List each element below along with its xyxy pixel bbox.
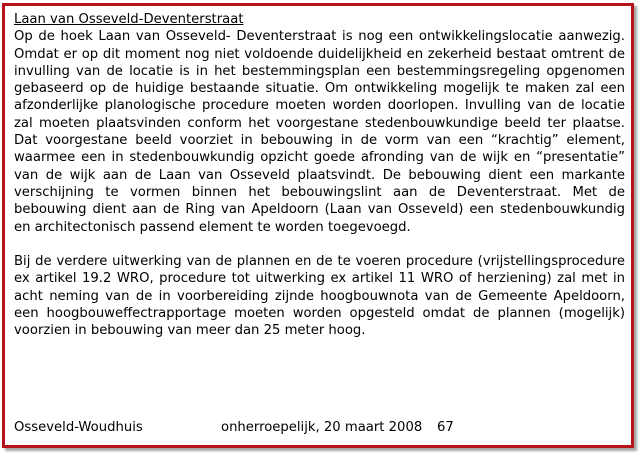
paragraph-1: Op de hoek Laan van Osseveld- Deventerstraat is nog een ontwikkelingslocatie aanwezig. Omdat er op dit moment nog niet voldoende duidelijkheid en zekerheid bestaat omtrent de invulling van de locatie is in het bestemmingsplan een bestemmingsregeling opgenomen gebaseerd op de huidige bestaande situatie. Om ontwikkeling mogelijk te maken zal een afzonderlijke planologische procedure moeten worden doorlopen. Invulling van de locatie zal moeten plaatsvinden conform het voorgestane stedenbouwkundige beeld ter plaatse. Dat voorgestane beeld voorziet in bebouwing in de vorm van een “krachtig” element, waarmee een in stedenbouwkundig opzicht goede afronding van de wijk en “presentatie” van de wijk aan de Laan van Osseveld plaatsvindt. De bebouwing dient een markante verschijning te vormen binnen het bebouwingslint aan de Deventerstraat. Met de bebouwing dient aan de Ring van Apeldoorn (Laan van Osseveld) een stedenbouwkundig en architectonisch passend element te worden toegevoegd. — [14, 29, 625, 235]
section-heading: Laan van Osseveld-Deventerstraat — [14, 12, 244, 27]
footer-plan-name: Osseveld-Woudhuis — [14, 420, 143, 435]
footer-page-number: 67 — [437, 420, 454, 435]
document-frame — [2, 3, 634, 448]
document-content — [14, 11, 625, 340]
footer-status-date: onherroepelijk, 20 maart 2008 — [221, 420, 423, 435]
paragraph-2: Bij de verdere uitwerking van de plannen en de te voeren procedure (vrijstellingsprocedure ex artikel 19.2 WRO, procedure tot uitwerking ex artikel 11 WRO of herziening) zal met in acht neming van de in voorbereiding zijnde hoogbouwnota van de Gemeente Apeldoorn, een hoogbouweffectrapportage moeten worden opgesteld omdat de plannen (mogelijk) voorzien in bebouwing van meer dan 25 meter hoog. — [14, 254, 625, 339]
